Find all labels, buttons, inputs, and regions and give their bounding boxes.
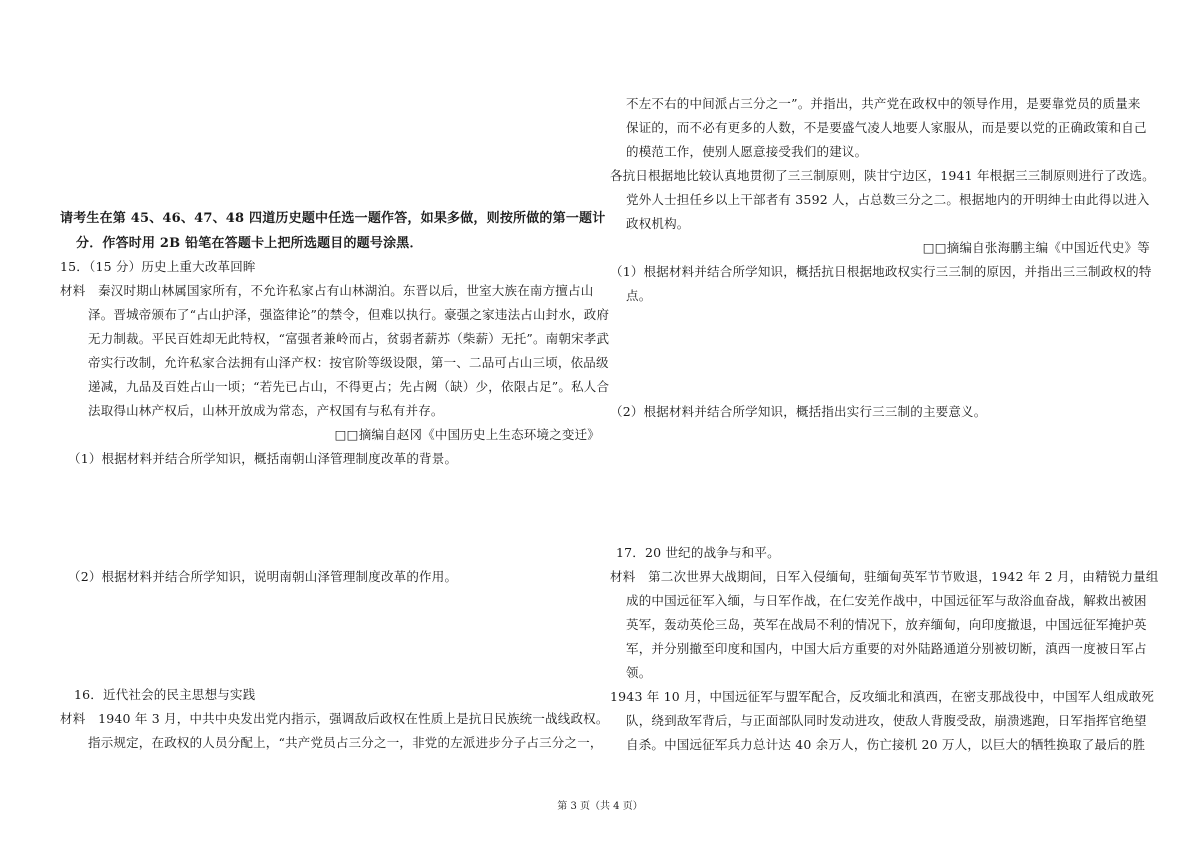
instruction-line: 请考生在第 45、46、47、48 四道历史题中任选一题作答，如果多做，则按所做的第一题计: [60, 211, 606, 226]
instruction-line: 分．作答时用 2B 铅笔在答题卡上把所选题目的题号涂黑．: [76, 236, 423, 251]
q17-material-line: 1943 年 10 月，中国远征军与盟军配合，反攻缅北和滇西，在密支那战役中，中国军人组成敢死: [610, 689, 1155, 704]
q15-material-line: 材料 秦汉时期山林属国家所有，不允许私家占有山林湖泊。东晋以后，世室大族在南方擅占山: [60, 283, 594, 298]
q16-subquestion-1-cont: 点。: [626, 288, 652, 303]
q16-subquestion-2: （2）根据材料并结合所学知识，概括指出实行三三制的主要意义。: [610, 404, 987, 419]
q17-material-line: 队，绕到敌军背后，与正面部队同时发动进攻，使敌人背腹受敌，崩溃逃跑，日军指挥官绝望: [626, 713, 1147, 728]
q17-material-line: 英军，轰动英伦三岛，英军在战局不利的情况下，放弃缅甸，向印度撤退，中国远征军掩护英: [626, 617, 1147, 632]
q16-source: □□摘编自张海鹏主编《中国近代史》等: [922, 240, 1150, 255]
q16-material-line: 政权机构。: [626, 216, 690, 231]
q15-material-line: 递减，九品及百姓占山一顷；“若先已占山，不得更占；先占阙（缺）少，依限占足”。私人合: [88, 379, 610, 394]
q17-material-line: 成的中国远征军入缅，与日军作战，在仁安羌作战中，中国远征军与敌浴血奋战，解救出被困: [626, 593, 1147, 608]
q16-material-line: 保证的，而不必有更多的人数，不是要盛气凌人地要人家服从，而是要以党的正确政策和自己: [626, 120, 1147, 135]
q17-material-line: 军，并分别撤至印度和国内，中国大后方重要的对外陆路通道分别被切断，滇西一度被日军占: [626, 641, 1147, 656]
q15-source: □□摘编自赵冈《中国历史上生态环境之变迁》: [334, 427, 600, 442]
q15-subquestion-1: （1）根据材料并结合所学知识，概括南朝山泽管理制度改革的背景。: [68, 451, 458, 466]
q17-material-line: 领。: [626, 665, 652, 680]
question-17-title: 17．20 世纪的战争与和平。: [616, 545, 780, 560]
question-16-title: 16．近代社会的民主思想与实践: [74, 687, 256, 702]
q16-material-line: 党外人士担任乡以上干部者有 3592 人，占总数三分之二。根据地内的开明绅士由此得以进入: [626, 192, 1150, 207]
q15-material-line: 法取得山林产权后，山林开放成为常态，产权国有与私有并存。: [88, 403, 444, 418]
q16-material-line: 指示规定，在政权的人员分配上，“共产党员占三分之一，非党的左派进步分子占三分之一，: [88, 735, 603, 750]
page-footer: 第 3 页（共 4 页）: [557, 801, 643, 812]
q17-material-line: 自杀。中国远征军兵力总计达 40 余万人，伤亡接机 20 万人，以巨大的牺牲换取了最后的胜: [626, 737, 1146, 752]
q16-material-line: 各抗日根据地比较认真地贯彻了三三制原则，陕甘宁边区，1941 年根据三三制原则进行了改选。: [610, 168, 1155, 183]
q16-material-line: 不左不右的中间派占三分之一”。并指出，共产党在政权中的领导作用，是要靠党员的质量来: [626, 96, 1141, 111]
q16-material-line: 材料 1940 年 3 月，中共中央发出党内指示，强调敌后政权在性质上是抗日民族统一战线政权。: [60, 711, 609, 726]
q16-subquestion-1: （1）根据材料并结合所学知识，概括抗日根据地政权实行三三制的原因，并指出三三制政权的特: [610, 264, 1152, 279]
q15-material-line: 帝实行改制，允许私家合法拥有山泽产权：按官阶等级设限，第一、二品可占山三顷，依品级: [88, 355, 609, 370]
question-15-title: 15．（15 分）历史上重大改革回眸: [60, 259, 256, 274]
q15-material-line: 无力制裁。平民百姓却无此特权，“富强者兼岭而占，贫弱者薪苏（柴薪）无托”。南朝宋孝武: [88, 331, 610, 346]
q15-material-line: 泽。晋城帝颁布了“占山护泽，强盗律论”的禁令，但难以执行。豪强之家违法占山封水，政府: [88, 307, 610, 322]
q16-material-line: 的模范工作，使别人愿意接受我们的建议。: [626, 144, 868, 159]
q15-subquestion-2: （2）根据材料并结合所学知识，说明南朝山泽管理制度改革的作用。: [68, 569, 458, 584]
q17-material-line: 材料 第二次世界大战期间，日军入侵缅甸，驻缅甸英军节节败退，1942 年 2 月，由精锐力量组: [610, 569, 1159, 584]
